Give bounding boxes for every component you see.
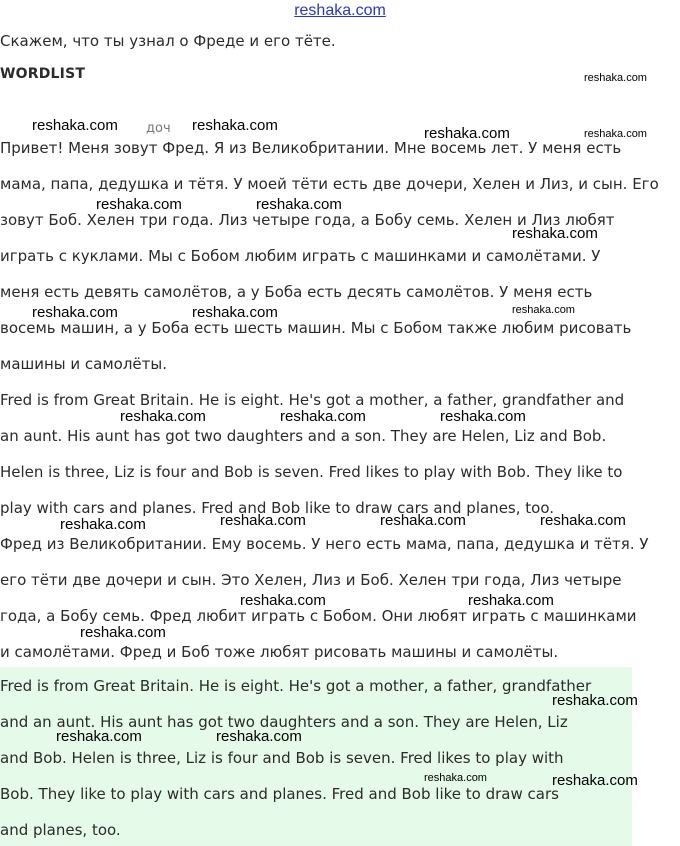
watermark: reshaka.com [240, 592, 326, 609]
watermark: reshaka.com [216, 728, 302, 745]
task-heading: Скажем, что ты узнал о Фреде и его тёте. [0, 32, 336, 50]
watermark: reshaka.com [440, 408, 526, 425]
text-line: Helen is three, Liz is four and Bob is seven. Fred likes to play with Bob. They like to [0, 463, 623, 481]
text-line: и самолётами. Фред и Боб тоже любят рисовать машины и самолёты. [0, 643, 559, 661]
watermark: reshaka.com [256, 196, 342, 213]
site-link[interactable]: reshaka.com [294, 2, 386, 19]
watermark: reshaka.com [468, 592, 554, 609]
text-line: Fred is from Great Britain. He is eight. He's got a mother, a father, grandfather [0, 677, 592, 695]
watermark: reshaka.com [584, 128, 647, 140]
text-line: его тёти две дочери и сын. Это Хелен, Лиз и Боб. Хелен три года, Лиз четыре [0, 571, 622, 589]
watermark: reshaka.com [192, 304, 278, 321]
watermark: reshaka.com [80, 624, 166, 641]
text-line: Привет! Меня зовут Фред. Я из Великобритании. Мне восемь лет. У меня есть [0, 139, 622, 157]
text-line: играть с куклами. Мы с Бобом любим играть с машинками и самолётами. У [0, 247, 601, 265]
text-line: Фред из Великобритании. Ему восемь. У него есть мама, папа, дедушка и тётя. У [0, 535, 649, 553]
watermark: reshaka.com [60, 516, 146, 533]
watermark: reshaka.com [512, 225, 598, 242]
watermark: reshaka.com [280, 408, 366, 425]
watermark: reshaka.com [584, 72, 647, 84]
watermark: reshaka.com [220, 512, 306, 529]
text-line: машины и самолёты. [0, 355, 168, 373]
watermark: reshaka.com [540, 512, 626, 529]
text-line: восемь машин, а у Боба есть шесть машин. Мы с Бобом также любим рисовать [0, 319, 632, 337]
hidden-fragment: доч [146, 121, 171, 136]
watermark: reshaka.com [120, 408, 206, 425]
text-line: мама, папа, дедушка и тётя. У моей тёти есть две дочери, Хелен и Лиз, и сын. Его [0, 175, 659, 193]
watermark: reshaka.com [32, 117, 118, 134]
watermark: reshaka.com [512, 304, 575, 316]
text-line: and Bob. Helen is three, Liz is four and Bob is seven. Fred likes to play with [0, 749, 564, 767]
text-line: меня есть девять самолётов, а у Боба есть десять самолётов. У меня есть [0, 283, 593, 301]
watermark: reshaka.com [424, 125, 510, 142]
wordlist-label[interactable]: WORDLIST [0, 66, 86, 82]
text-line: and an aunt. His aunt has got two daughters and a son. They are Helen, Liz [0, 713, 568, 731]
text-line: года, а Бобу семь. Фред любит играть с Бобом. Они любят играть с машинками [0, 607, 637, 625]
text-line: and planes, too. [0, 821, 121, 839]
watermark: reshaka.com [424, 772, 487, 784]
watermark: reshaka.com [552, 772, 638, 789]
text-line: Bob. They like to play with cars and planes. Fred and Bob like to draw cars [0, 785, 559, 803]
watermark: reshaka.com [380, 512, 466, 529]
text-line: Fred is from Great Britain. He is eight. He's got a mother, a father, grandfather and [0, 391, 625, 409]
watermark: reshaka.com [96, 196, 182, 213]
text-line: play with cars and planes. Fred and Bob like to draw cars and planes, too. [0, 499, 555, 517]
text-line: зовут Боб. Хелен три года. Лиз четыре года, а Бобу семь. Хелен и Лиз любят [0, 211, 615, 229]
watermark: reshaka.com [192, 117, 278, 134]
watermark: reshaka.com [56, 728, 142, 745]
text-line: an aunt. His aunt has got two daughters and a son. They are Helen, Liz and Bob. [0, 427, 607, 445]
watermark: reshaka.com [32, 304, 118, 321]
watermark: reshaka.com [552, 692, 638, 709]
